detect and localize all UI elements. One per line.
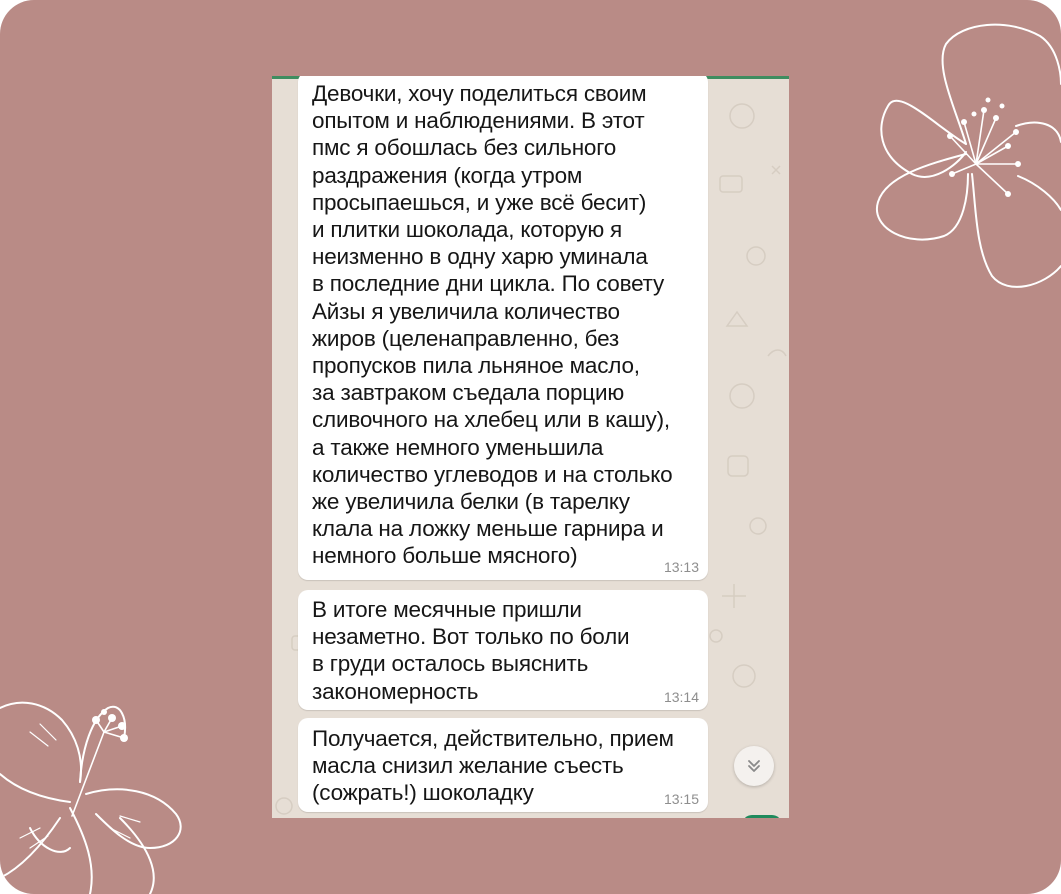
- flower-outline-icon: [868, 14, 1061, 304]
- message-time: 13:13: [663, 559, 699, 575]
- message-time: 13:15: [663, 791, 699, 807]
- message-bubble[interactable]: [298, 76, 708, 580]
- message-time: 13:14: [663, 689, 699, 705]
- message-text: Получается, действительно, прием масла снизил желание съесть (сожрать!) шоколадку: [312, 726, 674, 806]
- chat-screenshot: [272, 76, 789, 818]
- scroll-to-bottom-button[interactable]: [734, 746, 774, 786]
- message-text: Девочки, хочу поделиться своим опытом и наблюдениями. В этот пмс я обошлась без сильного раздражения (когда утром просыпаешься, и уже всё бесит) и плитки шоколада, которую я неизменно в одну харю уминала в последние дни цикла. По совету Айзы я увеличила количество жиров (целенаправленно, без пропусков пила льняное масло, за завтраком съедала порцию сливочного на хлебец или в кашу), а также немного уменьшила количество углеводов и на столько же увеличила белки (в тарелку клала на ложку меньше гарнира и немного больше мясного): [312, 81, 673, 569]
- message-bubble[interactable]: [298, 590, 708, 710]
- hibiscus-outline-icon: [0, 698, 190, 894]
- message-text: В итоге месячные пришли незаметно. Вот только по боли в груди осталось выяснить закономерность: [312, 597, 630, 704]
- fab-edge: [742, 815, 782, 818]
- message-bubble[interactable]: [298, 718, 708, 812]
- double-chevron-down-icon: [744, 756, 764, 776]
